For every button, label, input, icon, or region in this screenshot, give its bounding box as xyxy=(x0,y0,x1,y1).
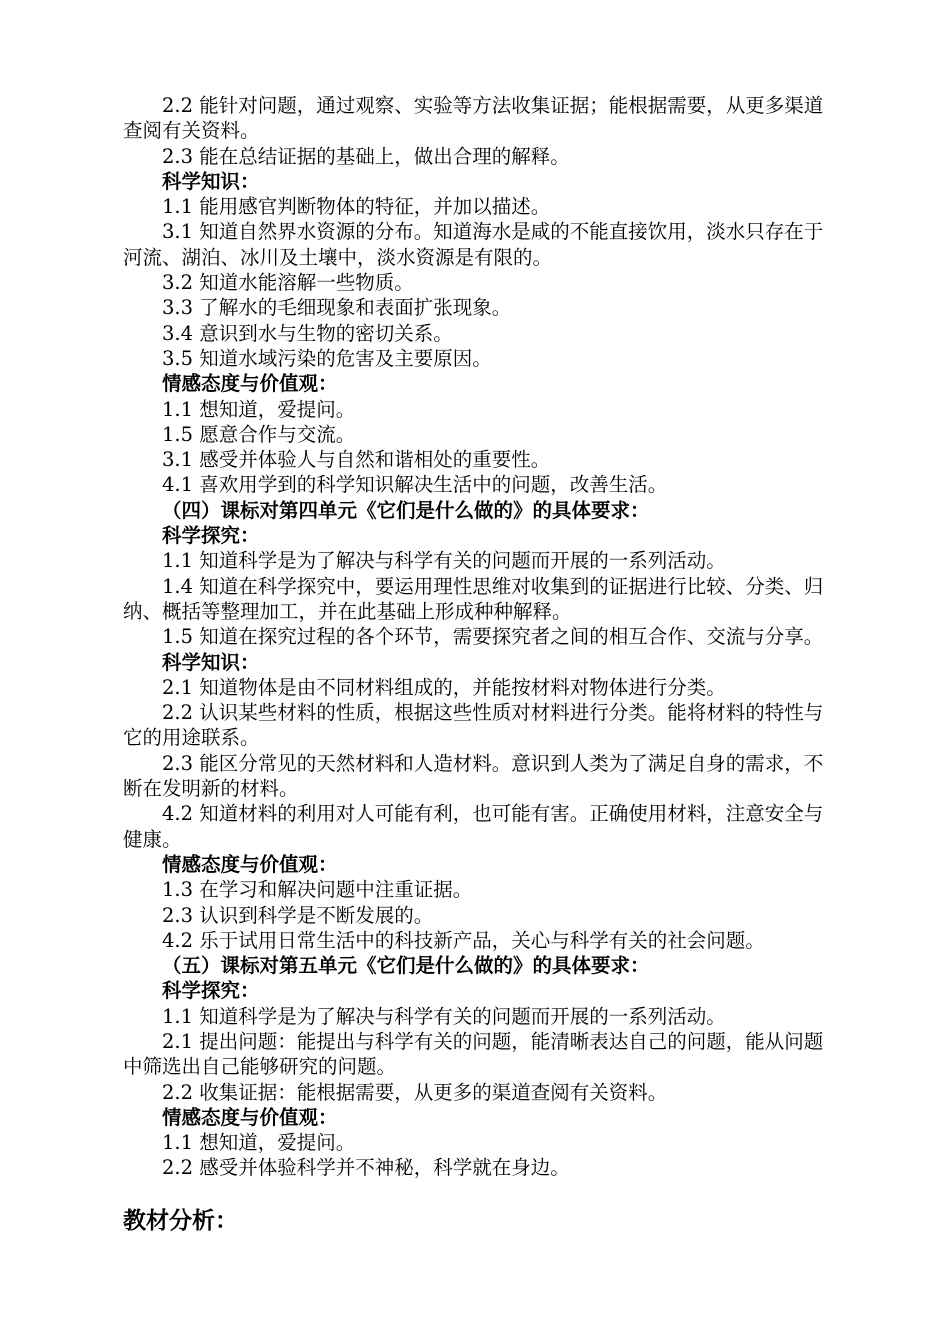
paragraph: 1.4 知道在科学探究中，要运用理性思维对收集到的证据进行比较、分类、归纳、概括等整理加工，并在此基础上形成种种解释。 xyxy=(123,574,824,623)
paragraph: 3.2 知道水能溶解一些物质。 xyxy=(162,271,414,295)
section-heading: （四）课标对第四单元《它们是什么做的》的具体要求： xyxy=(162,498,650,522)
paragraph: 2.3 能在总结证据的基础上，做出合理的解释。 xyxy=(162,144,570,168)
paragraph: 2.2 感受并体验科学并不神秘，科学就在身边。 xyxy=(162,1156,570,1180)
paragraph: 1.1 知道科学是为了解决与科学有关的问题而开展的一系列活动。 xyxy=(162,549,726,573)
paragraph: 2.1 知道物体是由不同材料组成的，并能按材料对物体进行分类。 xyxy=(162,675,726,699)
subheading: 情感态度与价值观： xyxy=(162,1105,338,1129)
paragraph: 1.1 想知道，爱提问。 xyxy=(162,1131,356,1155)
paragraph: 4.1 喜欢用学到的科学知识解决生活中的问题，改善生活。 xyxy=(162,473,668,497)
paragraph: 1.5 知道在探究过程的各个环节，需要探究者之间的相互合作、交流与分享。 xyxy=(162,625,824,649)
section-heading: （五）课标对第五单元《它们是什么做的》的具体要求： xyxy=(162,954,650,978)
paragraph: 3.1 知道自然界水资源的分布。知道海水是咸的不能直接饮用，淡水只存在于河流、湖泊、冰川及土壤中，淡水资源是有限的。 xyxy=(123,220,824,269)
subheading: 科学探究： xyxy=(162,524,260,548)
subheading: 科学知识： xyxy=(162,650,260,674)
paragraph: 4.2 知道材料的利用对人可能有利，也可能有害。正确使用材料，注意安全与健康。 xyxy=(123,802,824,851)
paragraph: 1.1 知道科学是为了解决与科学有关的问题而开展的一系列活动。 xyxy=(162,1004,726,1028)
paragraph: 4.2 乐于试用日常生活中的科技新产品，关心与科学有关的社会问题。 xyxy=(162,928,765,952)
document-body xyxy=(123,93,838,1181)
paragraph: 2.2 认识某些材料的性质，根据这些性质对材料进行分类。能将材料的特性与它的用途联系。 xyxy=(123,701,824,750)
paragraph: 3.3 了解水的毛细现象和表面扩张现象。 xyxy=(162,296,512,320)
paragraph: 3.4 意识到水与生物的密切关系。 xyxy=(162,321,453,345)
paragraph: 2.2 能针对问题，通过观察、实验等方法收集证据；能根据需要，从更多渠道查阅有关资料。 xyxy=(123,94,824,143)
paragraph: 1.5 愿意合作与交流。 xyxy=(162,422,356,446)
paragraph: 3.1 感受并体验人与自然和谐相处的重要性。 xyxy=(162,448,551,472)
paragraph: 2.1 提出问题：能提出与科学有关的问题，能清晰表达自己的问题，能从问题中筛选出自己能够研究的问题。 xyxy=(123,1029,824,1079)
paragraph: 2.3 能区分常见的天然材料和人造材料。意识到人类为了满足自身的需求，不断在发明新的材料。 xyxy=(123,751,824,801)
paragraph: 1.3 在学习和解决问题中注重证据。 xyxy=(162,878,473,902)
paragraph: 1.1 想知道，爱提问。 xyxy=(162,397,356,421)
paragraph: 2.3 认识到科学是不断发展的。 xyxy=(162,903,434,927)
subheading: 科学探究： xyxy=(162,979,260,1003)
textbook-analysis-heading: 教材分析： xyxy=(123,1208,238,1234)
paragraph: 1.1 能用感官判断物体的特征，并加以描述。 xyxy=(162,195,551,219)
subheading: 情感态度与价值观： xyxy=(162,372,338,396)
subheading: 情感态度与价值观： xyxy=(162,852,338,876)
subheading: 科学知识： xyxy=(162,169,260,193)
paragraph: 2.2 收集证据：能根据需要，从更多的渠道查阅有关资料。 xyxy=(162,1080,668,1104)
paragraph: 3.5 知道水域污染的危害及主要原因。 xyxy=(162,346,492,370)
